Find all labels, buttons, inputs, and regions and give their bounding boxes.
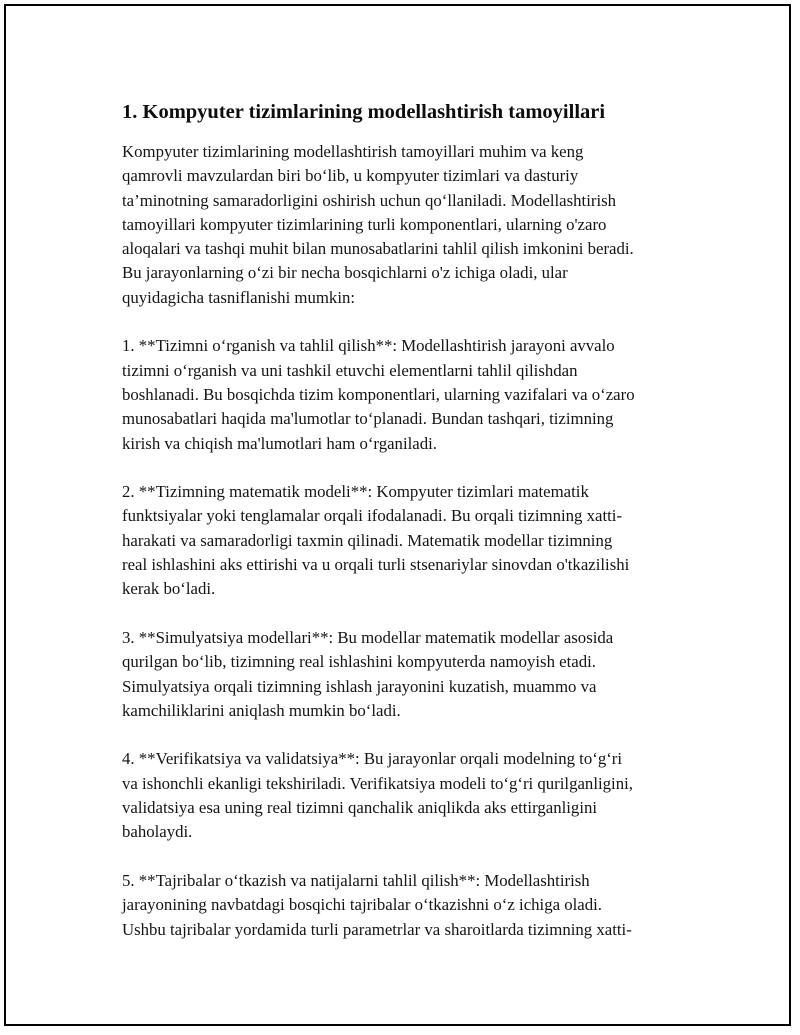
text-line: qurilgan bo‘lib, tizimning real ishlashini kompyuterda namoyish etadi. xyxy=(122,652,596,672)
text-line: jarayonining navbatdagi bosqichi tajribalar o‘tkazishni o‘z ichiga oladi. xyxy=(122,895,602,915)
text-line: kerak bo‘ladi. xyxy=(122,579,216,599)
text-line: 5. **Tajribalar o‘tkazish va natijalarni tahlil qilish**: Modellashtirish xyxy=(122,870,590,890)
page-title: 1. Kompyuter tizimlarining modellashtirish tamoyillari xyxy=(122,101,606,123)
list-item-5-paragraph xyxy=(122,869,690,942)
text-line: tizimni o‘rganish va uni tashkil etuvchi elementlarni tahlil qilishdan xyxy=(122,360,578,380)
text-line: 3. **Simulyatsiya modellari**: Bu modellar matematik modellar asosida xyxy=(122,627,614,647)
text-line: Kompyuter tizimlarining modellashtirish tamoyillari muhim va keng xyxy=(122,142,584,161)
list-item-1-paragraph xyxy=(122,334,690,455)
text-line: baholaydi. xyxy=(122,822,193,842)
text-line: 4. **Verifikatsiya va validatsiya**: Bu jarayonlar orqali modelning to‘g‘ri xyxy=(122,749,623,769)
text-line: va ishonchli ekanligi tekshiriladi. Verifikatsiya modeli to‘g‘ri qurilganligini, xyxy=(122,773,633,793)
text-line: 2. **Tizimning matematik modeli**: Kompyuter tizimlari matematik xyxy=(122,482,589,502)
text-line: kirish va chiqish ma'lumotlari ham o‘rganiladi. xyxy=(122,433,437,453)
document-body xyxy=(120,98,690,966)
intro-paragraph xyxy=(122,140,690,310)
page-frame xyxy=(4,4,791,1026)
text-line: funktsiyalar yoki tenglamalar orqali ifodalanadi. Bu orqali tizimning xatti- xyxy=(122,506,623,526)
text-line: 1. **Tizimni o‘rganish va tahlil qilish**: Modellashtirish jarayoni avvalo xyxy=(122,336,615,356)
text-line: boshlanadi. Bu bosqichda tizim komponentlari, ularning vazifalari va o‘zaro xyxy=(122,384,635,404)
text-line: kamchiliklarini aniqlash mumkin bo‘ladi. xyxy=(122,700,401,720)
text-line: Ushbu tajribalar yordamida turli parametrlar va sharoitlarda tizimning xatti- xyxy=(122,919,632,939)
text-line: ta’minotning samaradorligini oshirish uchun qo‘llaniladi. Modellashtirish xyxy=(122,190,617,210)
list-item-4-paragraph xyxy=(122,747,690,844)
text-line: qamrovli mavzulardan biri bo‘lib, u kompyuter tizimlari va dasturiy xyxy=(122,166,579,186)
text-line: quyidagicha tasniflanishi mumkin: xyxy=(122,287,356,307)
text-line: aloqalari va tashqi muhit bilan munosabatlarini tahlil qilish imkonini beradi. xyxy=(122,239,634,259)
text-line: Simulyatsiya orqali tizimning ishlash jarayonini kuzatish, muammo va xyxy=(122,676,597,696)
list-item-2-paragraph xyxy=(122,480,690,601)
text-line: munosabatlari haqida ma'lumotlar to‘planadi. Bundan tashqari, tizimning xyxy=(122,409,614,429)
text-line: validatsiya esa uning real tizimni qanchalik aniqlikda aks ettirganligini xyxy=(122,798,598,818)
text-line: harakati va samaradorligi taxmin qilinadi. Matematik modellar tizimning xyxy=(122,530,613,550)
text-line: real ishlashini aks ettirishi va u orqali turli stsenariylar sinovdan o'tkazilishi xyxy=(122,555,630,575)
text-line: tamoyillari kompyuter tizimlarining turli komponentlari, ularning o'zaro xyxy=(122,214,607,234)
list-item-3-paragraph xyxy=(122,626,690,723)
text-line: Bu jarayonlarning o‘zi bir necha bosqichlarni o'z ichiga oladi, ular xyxy=(122,263,568,283)
